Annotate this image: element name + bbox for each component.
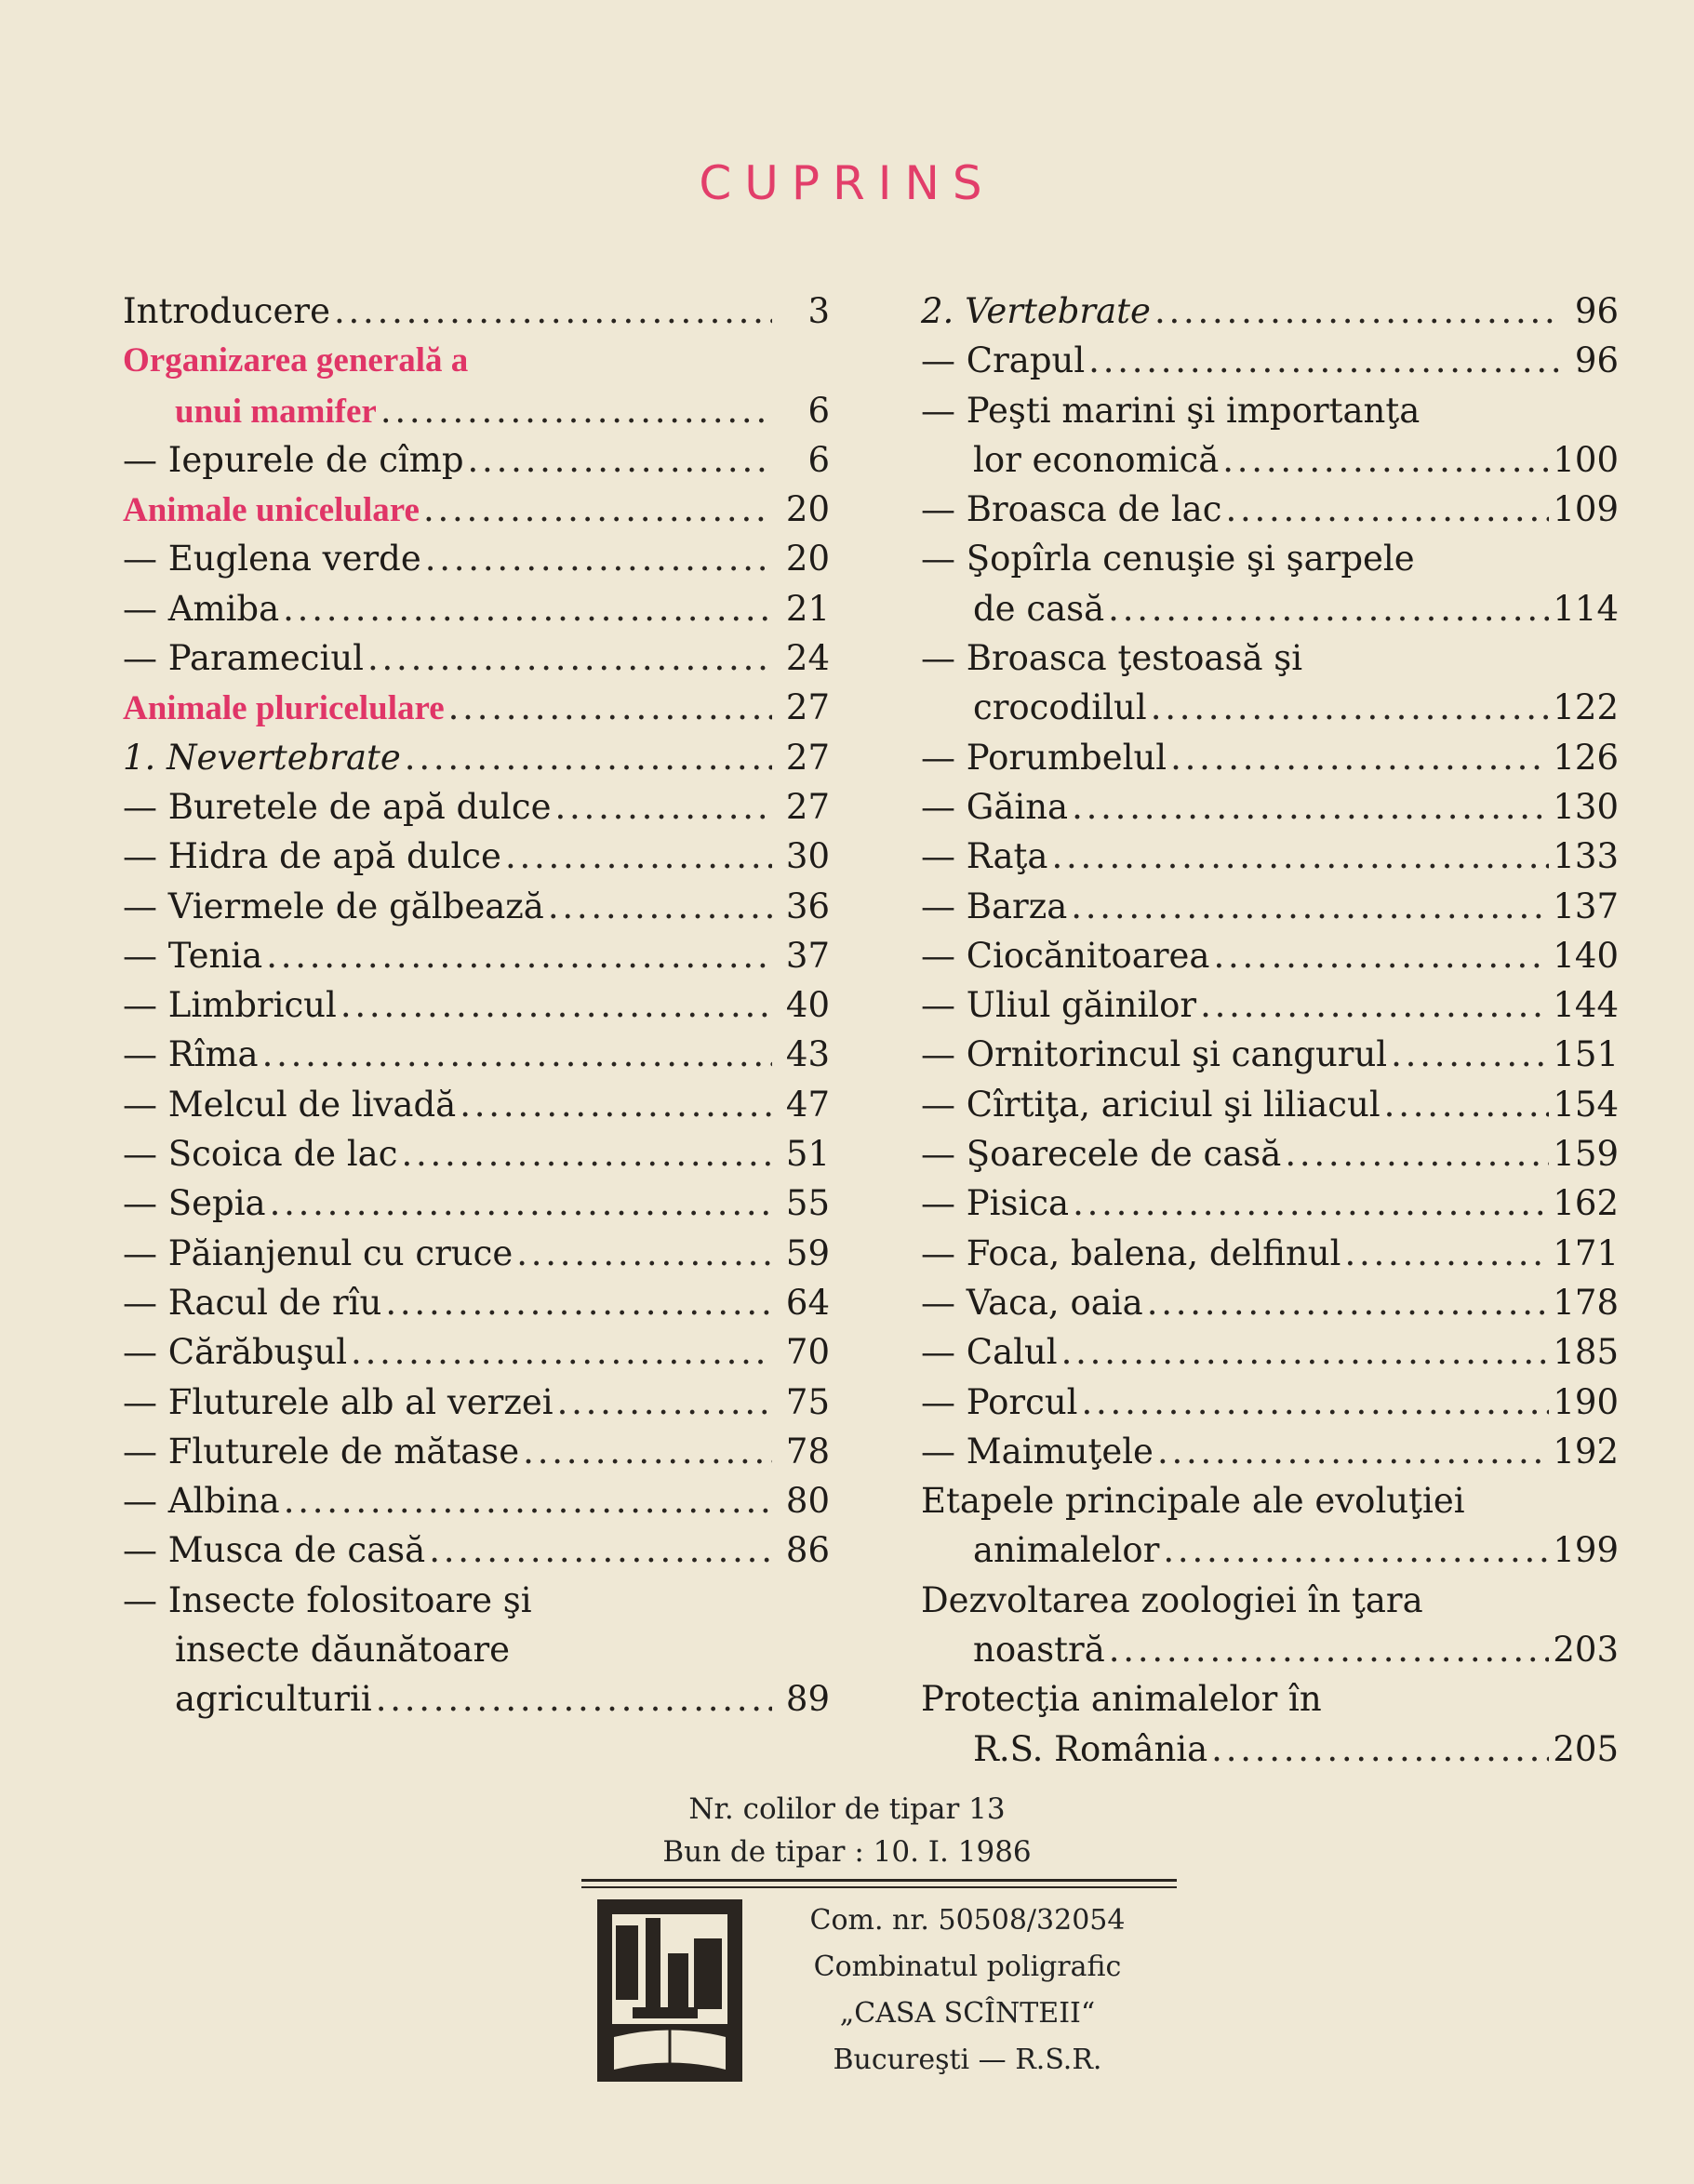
toc-leader-dots bbox=[380, 386, 772, 435]
toc-entry bbox=[123, 633, 830, 683]
toc-leader-dots bbox=[1071, 882, 1549, 931]
toc-leader-dots bbox=[376, 1674, 772, 1724]
toc-entry-label: — Sepia bbox=[123, 1183, 266, 1224]
toc-entry-label: — Raţa bbox=[921, 836, 1048, 877]
toc-entry-page: 154 bbox=[1553, 1084, 1619, 1125]
toc-leader-dots bbox=[1384, 1080, 1550, 1129]
toc-leader-dots bbox=[334, 286, 772, 336]
toc-entry-label: — Şopîrla cenuşie şi şarpele bbox=[921, 539, 1415, 579]
toc-entry bbox=[921, 782, 1619, 832]
toc-entry-page: 203 bbox=[1553, 1630, 1619, 1671]
toc-entry bbox=[921, 1674, 1619, 1724]
toc-entry-label: Organizarea generală a bbox=[123, 341, 469, 380]
toc-leader-dots bbox=[468, 435, 772, 485]
toc-entry bbox=[123, 931, 830, 980]
toc-entry-page: 171 bbox=[1553, 1232, 1619, 1273]
toc-entry-page: 37 bbox=[785, 935, 830, 976]
toc-leader-dots bbox=[1225, 485, 1549, 534]
toc-entry bbox=[921, 1625, 1619, 1674]
toc-leader-dots bbox=[516, 1229, 772, 1278]
toc-entry-label: Etapele principale ale evoluţiei bbox=[921, 1481, 1465, 1522]
toc-entry-page: 114 bbox=[1553, 588, 1619, 629]
printer-name: Combinatul poligrafic bbox=[813, 1951, 1122, 1983]
toc-entry bbox=[921, 1030, 1619, 1079]
toc-entry-page: 6 bbox=[807, 439, 830, 480]
toc-leader-dots bbox=[401, 1129, 772, 1179]
toc-entry-label: — Ciocănitoarea bbox=[921, 935, 1210, 976]
toc-entry-label: de casă bbox=[973, 588, 1105, 629]
printer-city: Bucureşti — R.S.R. bbox=[833, 2044, 1102, 2076]
printer-house: „CASA SCÎNTEII“ bbox=[839, 1997, 1096, 2030]
toc-leader-dots bbox=[1200, 980, 1549, 1030]
toc-entry-label: — Pisica bbox=[921, 1183, 1070, 1224]
toc-leader-dots bbox=[1213, 931, 1549, 980]
toc-entry-label: noastră bbox=[973, 1630, 1105, 1671]
imprint-print-date: Bun de tipar : 10. I. 1986 bbox=[662, 1835, 1032, 1869]
toc-entry-page: 70 bbox=[785, 1332, 830, 1373]
toc-entry-label: — Peşti marini şi importanţa bbox=[921, 390, 1421, 431]
toc-entry-label: — Broasca ţestoasă şi bbox=[921, 638, 1303, 679]
toc-entry-page: 122 bbox=[1553, 687, 1619, 728]
toc-entry bbox=[921, 584, 1619, 633]
toc-entry-label: — Scoica de lac bbox=[123, 1134, 398, 1175]
toc-leader-dots bbox=[1109, 1625, 1550, 1674]
toc-entry-label: — Fluturele de mătase bbox=[123, 1431, 520, 1472]
toc-entry-page: 55 bbox=[785, 1183, 830, 1224]
toc-entry-label: — Tenia bbox=[123, 935, 263, 976]
toc-entry-label: Animale unicelulare bbox=[123, 491, 420, 530]
toc-entry-label: — Iepurele de cîmp bbox=[123, 439, 464, 480]
toc-entry bbox=[921, 1229, 1619, 1278]
toc-leader-dots bbox=[1051, 832, 1549, 881]
toc-entry-label: 2. Vertebrate bbox=[921, 291, 1151, 331]
toc-entry-label: — Rîma bbox=[123, 1034, 259, 1075]
toc-entry bbox=[921, 1725, 1619, 1774]
toc-entry bbox=[123, 386, 830, 435]
toc-entry bbox=[123, 1476, 830, 1525]
toc-entry-label: — Cîrtiţa, ariciul şi liliacul bbox=[921, 1084, 1381, 1125]
toc-entry-page: 20 bbox=[785, 539, 830, 579]
toc-leader-dots bbox=[1108, 584, 1549, 633]
toc-leader-dots bbox=[1147, 1278, 1550, 1327]
printer-block bbox=[595, 1898, 1172, 2084]
toc-leader-dots bbox=[284, 1476, 772, 1525]
toc-entry-page: 185 bbox=[1553, 1332, 1619, 1373]
toc-entry-label: R.S. România bbox=[973, 1728, 1208, 1769]
toc-leader-dots bbox=[1154, 286, 1561, 336]
toc-entry bbox=[123, 1427, 830, 1476]
toc-entry-page: 109 bbox=[1553, 489, 1619, 530]
toc-leader-dots bbox=[448, 683, 772, 732]
toc-entry-page: 40 bbox=[785, 985, 830, 1026]
toc-entry-page: 137 bbox=[1553, 886, 1619, 926]
toc-entry bbox=[123, 1674, 830, 1724]
toc-entry-page: 64 bbox=[785, 1282, 830, 1323]
toc-entry-page: 162 bbox=[1553, 1183, 1619, 1224]
toc-entry-page: 130 bbox=[1553, 786, 1619, 827]
toc-leader-dots bbox=[1082, 1378, 1550, 1427]
toc-leader-dots bbox=[266, 931, 772, 980]
toc-entry-label: — Amiba bbox=[123, 588, 280, 629]
toc-leader-dots bbox=[505, 832, 772, 881]
toc-entry-label: — Cărăbuşul bbox=[123, 1332, 348, 1373]
toc-entry bbox=[123, 683, 830, 732]
toc-entry bbox=[123, 980, 830, 1030]
toc-leader-dots bbox=[283, 584, 772, 633]
toc-entry bbox=[921, 1378, 1619, 1427]
toc-entry-label: — Melcul de livadă bbox=[123, 1084, 457, 1125]
toc-entry bbox=[921, 1129, 1619, 1179]
toc-leader-dots bbox=[1222, 435, 1549, 485]
toc-entry bbox=[123, 1327, 830, 1377]
toc-entry-page: 80 bbox=[785, 1481, 830, 1522]
toc-entry-label: — Calul bbox=[921, 1332, 1058, 1373]
toc-entry-label: agriculturii bbox=[175, 1679, 372, 1720]
toc-entry-page: 192 bbox=[1553, 1431, 1619, 1472]
toc-entry-label: — Broasca de lac bbox=[921, 489, 1222, 530]
toc-entry-label: — Limbricul bbox=[123, 985, 337, 1026]
toc-entry-page: 159 bbox=[1553, 1134, 1619, 1175]
toc-entry-page: 78 bbox=[785, 1431, 830, 1472]
toc-entry-page: 30 bbox=[785, 836, 830, 877]
toc-entry bbox=[123, 485, 830, 534]
toc-entry bbox=[921, 1080, 1619, 1129]
toc-entry bbox=[921, 286, 1619, 336]
toc-entry bbox=[921, 1327, 1619, 1377]
toc-entry bbox=[123, 1030, 830, 1079]
toc-entry bbox=[921, 1427, 1619, 1476]
toc-entry-page: 89 bbox=[785, 1679, 830, 1720]
toc-entry-label: insecte dăunătoare bbox=[175, 1630, 511, 1671]
toc-entry bbox=[921, 1179, 1619, 1228]
toc-entry bbox=[123, 584, 830, 633]
toc-leader-dots bbox=[555, 782, 773, 832]
toc-entry-label: 1. Nevertebrate bbox=[123, 737, 401, 778]
toc-entry bbox=[123, 832, 830, 881]
toc-entry-page: 47 bbox=[785, 1084, 830, 1125]
toc-leader-dots bbox=[423, 485, 772, 534]
toc-entry-page: 51 bbox=[785, 1134, 830, 1175]
toc-leader-dots bbox=[405, 733, 772, 782]
toc-entry-label: — Maimuţele bbox=[921, 1431, 1154, 1472]
toc-entry-page: 27 bbox=[785, 687, 830, 728]
toc-leader-dots bbox=[557, 1378, 772, 1427]
toc-entry-label: — Şoarecele de casă bbox=[921, 1134, 1282, 1175]
printer-order: Com. nr. 50508/32054 bbox=[809, 1904, 1126, 1937]
toc-leader-dots bbox=[262, 1030, 772, 1079]
imprint-block bbox=[0, 1788, 1694, 1873]
toc-entry-label: — Musca de casă bbox=[123, 1530, 426, 1571]
toc-entry-label: — Vaca, oaia bbox=[921, 1282, 1143, 1323]
toc-entry-page: 100 bbox=[1553, 439, 1619, 480]
toc-entry-label: — Parameciul bbox=[123, 638, 364, 679]
printer-logo-icon bbox=[595, 1898, 744, 2084]
toc-leader-dots bbox=[1170, 733, 1549, 782]
toc-leader-dots bbox=[1285, 1129, 1549, 1179]
toc-leader-dots bbox=[1157, 1427, 1549, 1476]
toc-entry-page: 75 bbox=[785, 1381, 830, 1422]
toc-leader-dots bbox=[1344, 1229, 1549, 1278]
toc-entry-label: unui mamifer bbox=[175, 392, 377, 431]
toc-entry-page: 20 bbox=[785, 489, 830, 530]
toc-entry-label: animalelor bbox=[973, 1530, 1160, 1571]
toc-entry-page: 133 bbox=[1553, 836, 1619, 877]
toc-entry-page: 199 bbox=[1553, 1530, 1619, 1571]
toc-entry bbox=[921, 336, 1619, 385]
toc-entry-page: 126 bbox=[1553, 737, 1619, 778]
toc-entry bbox=[123, 782, 830, 832]
toc-entry-label: — Hidra de apă dulce bbox=[123, 836, 501, 877]
toc-entry bbox=[123, 1129, 830, 1179]
toc-entry-page: 6 bbox=[807, 390, 830, 431]
toc-entry bbox=[921, 1525, 1619, 1575]
toc-entry-label: — Racul de rîu bbox=[123, 1282, 382, 1323]
toc-entry-page: 205 bbox=[1553, 1728, 1619, 1769]
toc-entry-page: 27 bbox=[785, 786, 830, 827]
imprint-sheets: Nr. colilor de tipar 13 bbox=[688, 1792, 1006, 1826]
toc-entry-label: — Ornitorincul şi cangurul bbox=[921, 1034, 1388, 1075]
toc-leader-dots bbox=[340, 980, 772, 1030]
toc-entry bbox=[123, 1525, 830, 1575]
toc-leader-dots bbox=[351, 1327, 772, 1377]
toc-entry bbox=[921, 534, 1619, 583]
toc-entry bbox=[123, 733, 830, 782]
toc-entry-page: 96 bbox=[1574, 340, 1619, 381]
toc-entry bbox=[921, 435, 1619, 485]
page-title: CUPRINS bbox=[699, 156, 995, 210]
toc-entry bbox=[123, 1278, 830, 1327]
toc-entry-label: — Albina bbox=[123, 1481, 280, 1522]
toc-entry-page: 140 bbox=[1553, 935, 1619, 976]
toc-leader-dots bbox=[425, 534, 772, 583]
toc-entry-page: 43 bbox=[785, 1034, 830, 1075]
toc-entry bbox=[921, 980, 1619, 1030]
toc-entry-page: 86 bbox=[785, 1530, 830, 1571]
toc-entry-label: — Porumbelul bbox=[921, 737, 1167, 778]
toc-entry-label: — Păianjenul cu cruce bbox=[123, 1232, 514, 1273]
toc-entry-label: — Porcul bbox=[921, 1381, 1078, 1422]
toc-entry-page: 178 bbox=[1553, 1282, 1619, 1323]
toc-entry-page: 190 bbox=[1553, 1381, 1619, 1422]
toc-entry bbox=[123, 1625, 830, 1674]
toc-leader-dots bbox=[1061, 1327, 1550, 1377]
toc-entry-label: — Insecte folositoare şi bbox=[123, 1579, 532, 1620]
toc-entry bbox=[921, 1278, 1619, 1327]
toc-entry-page: 59 bbox=[785, 1232, 830, 1273]
toc-entry bbox=[123, 882, 830, 931]
toc-entry bbox=[123, 1378, 830, 1427]
toc-entry bbox=[123, 1179, 830, 1228]
toc-entry bbox=[921, 882, 1619, 931]
toc-entry bbox=[123, 1576, 830, 1625]
toc-entry-label: Protecţia animalelor în bbox=[921, 1679, 1322, 1720]
toc-leader-dots bbox=[1151, 683, 1550, 732]
toc-entry-page: 96 bbox=[1574, 291, 1619, 331]
toc-entry-label: — Găina bbox=[921, 786, 1069, 827]
toc-leader-dots bbox=[1072, 782, 1549, 832]
divider bbox=[581, 1879, 1177, 1882]
toc-entry-page: 151 bbox=[1553, 1034, 1619, 1075]
toc-leader-dots bbox=[429, 1525, 772, 1575]
toc-entry-label: — Fluturele alb al verzei bbox=[123, 1381, 554, 1422]
toc-entry bbox=[921, 931, 1619, 980]
toc-entry bbox=[921, 1476, 1619, 1525]
divider bbox=[581, 1886, 1177, 1888]
toc-entry-page: 144 bbox=[1553, 985, 1619, 1026]
toc-leader-dots bbox=[523, 1427, 772, 1476]
toc-entry bbox=[921, 485, 1619, 534]
toc-leader-dots bbox=[1088, 336, 1561, 385]
toc-entry bbox=[123, 435, 830, 485]
toc-entry bbox=[921, 832, 1619, 881]
toc-entry bbox=[123, 534, 830, 583]
toc-leader-dots bbox=[548, 882, 772, 931]
toc-leader-dots bbox=[367, 633, 772, 683]
toc-entry-page: 21 bbox=[785, 588, 830, 629]
toc-entry-page: 27 bbox=[785, 737, 830, 778]
toc-entry-label: — Crapul bbox=[921, 340, 1086, 381]
toc-entry bbox=[921, 386, 1619, 435]
toc-entry-label: Animale pluricelulare bbox=[123, 689, 445, 728]
toc-leader-dots bbox=[460, 1080, 772, 1129]
toc-entry-label: crocodilul bbox=[973, 687, 1147, 728]
toc-entry bbox=[921, 633, 1619, 683]
toc-entry bbox=[123, 336, 830, 385]
toc-entry bbox=[123, 1229, 830, 1278]
toc-entry bbox=[123, 286, 830, 336]
toc-entry-page: 24 bbox=[785, 638, 830, 679]
toc-entry-label: lor economică bbox=[973, 439, 1220, 480]
toc-entry bbox=[123, 1080, 830, 1129]
toc-leader-dots bbox=[1163, 1525, 1549, 1575]
toc-entry-label: — Uliul găinilor bbox=[921, 985, 1197, 1026]
toc-entry bbox=[921, 733, 1619, 782]
toc-leader-dots bbox=[270, 1179, 772, 1228]
toc-entry-label: — Viermele de gălbează bbox=[123, 886, 544, 926]
toc-entry bbox=[921, 683, 1619, 732]
toc-entry-label: — Euglena verde bbox=[123, 539, 421, 579]
toc-entry-page: 3 bbox=[807, 291, 830, 331]
toc-entry-page: 36 bbox=[785, 886, 830, 926]
toc-entry-label: — Foca, balena, delfinul bbox=[921, 1232, 1341, 1273]
toc-entry-label: Dezvoltarea zoologiei în ţara bbox=[921, 1579, 1423, 1620]
toc-leader-dots bbox=[385, 1278, 772, 1327]
toc-leader-dots bbox=[1211, 1725, 1549, 1774]
toc-left-column bbox=[123, 286, 830, 1725]
toc-entry bbox=[921, 1576, 1619, 1625]
toc-leader-dots bbox=[1391, 1030, 1549, 1079]
toc-right-column bbox=[921, 286, 1619, 1774]
toc-entry-label: — Barza bbox=[921, 886, 1068, 926]
toc-entry-label: Introducere bbox=[123, 291, 330, 331]
toc-entry-label: — Buretele de apă dulce bbox=[123, 786, 552, 827]
toc-leader-dots bbox=[1073, 1179, 1549, 1228]
